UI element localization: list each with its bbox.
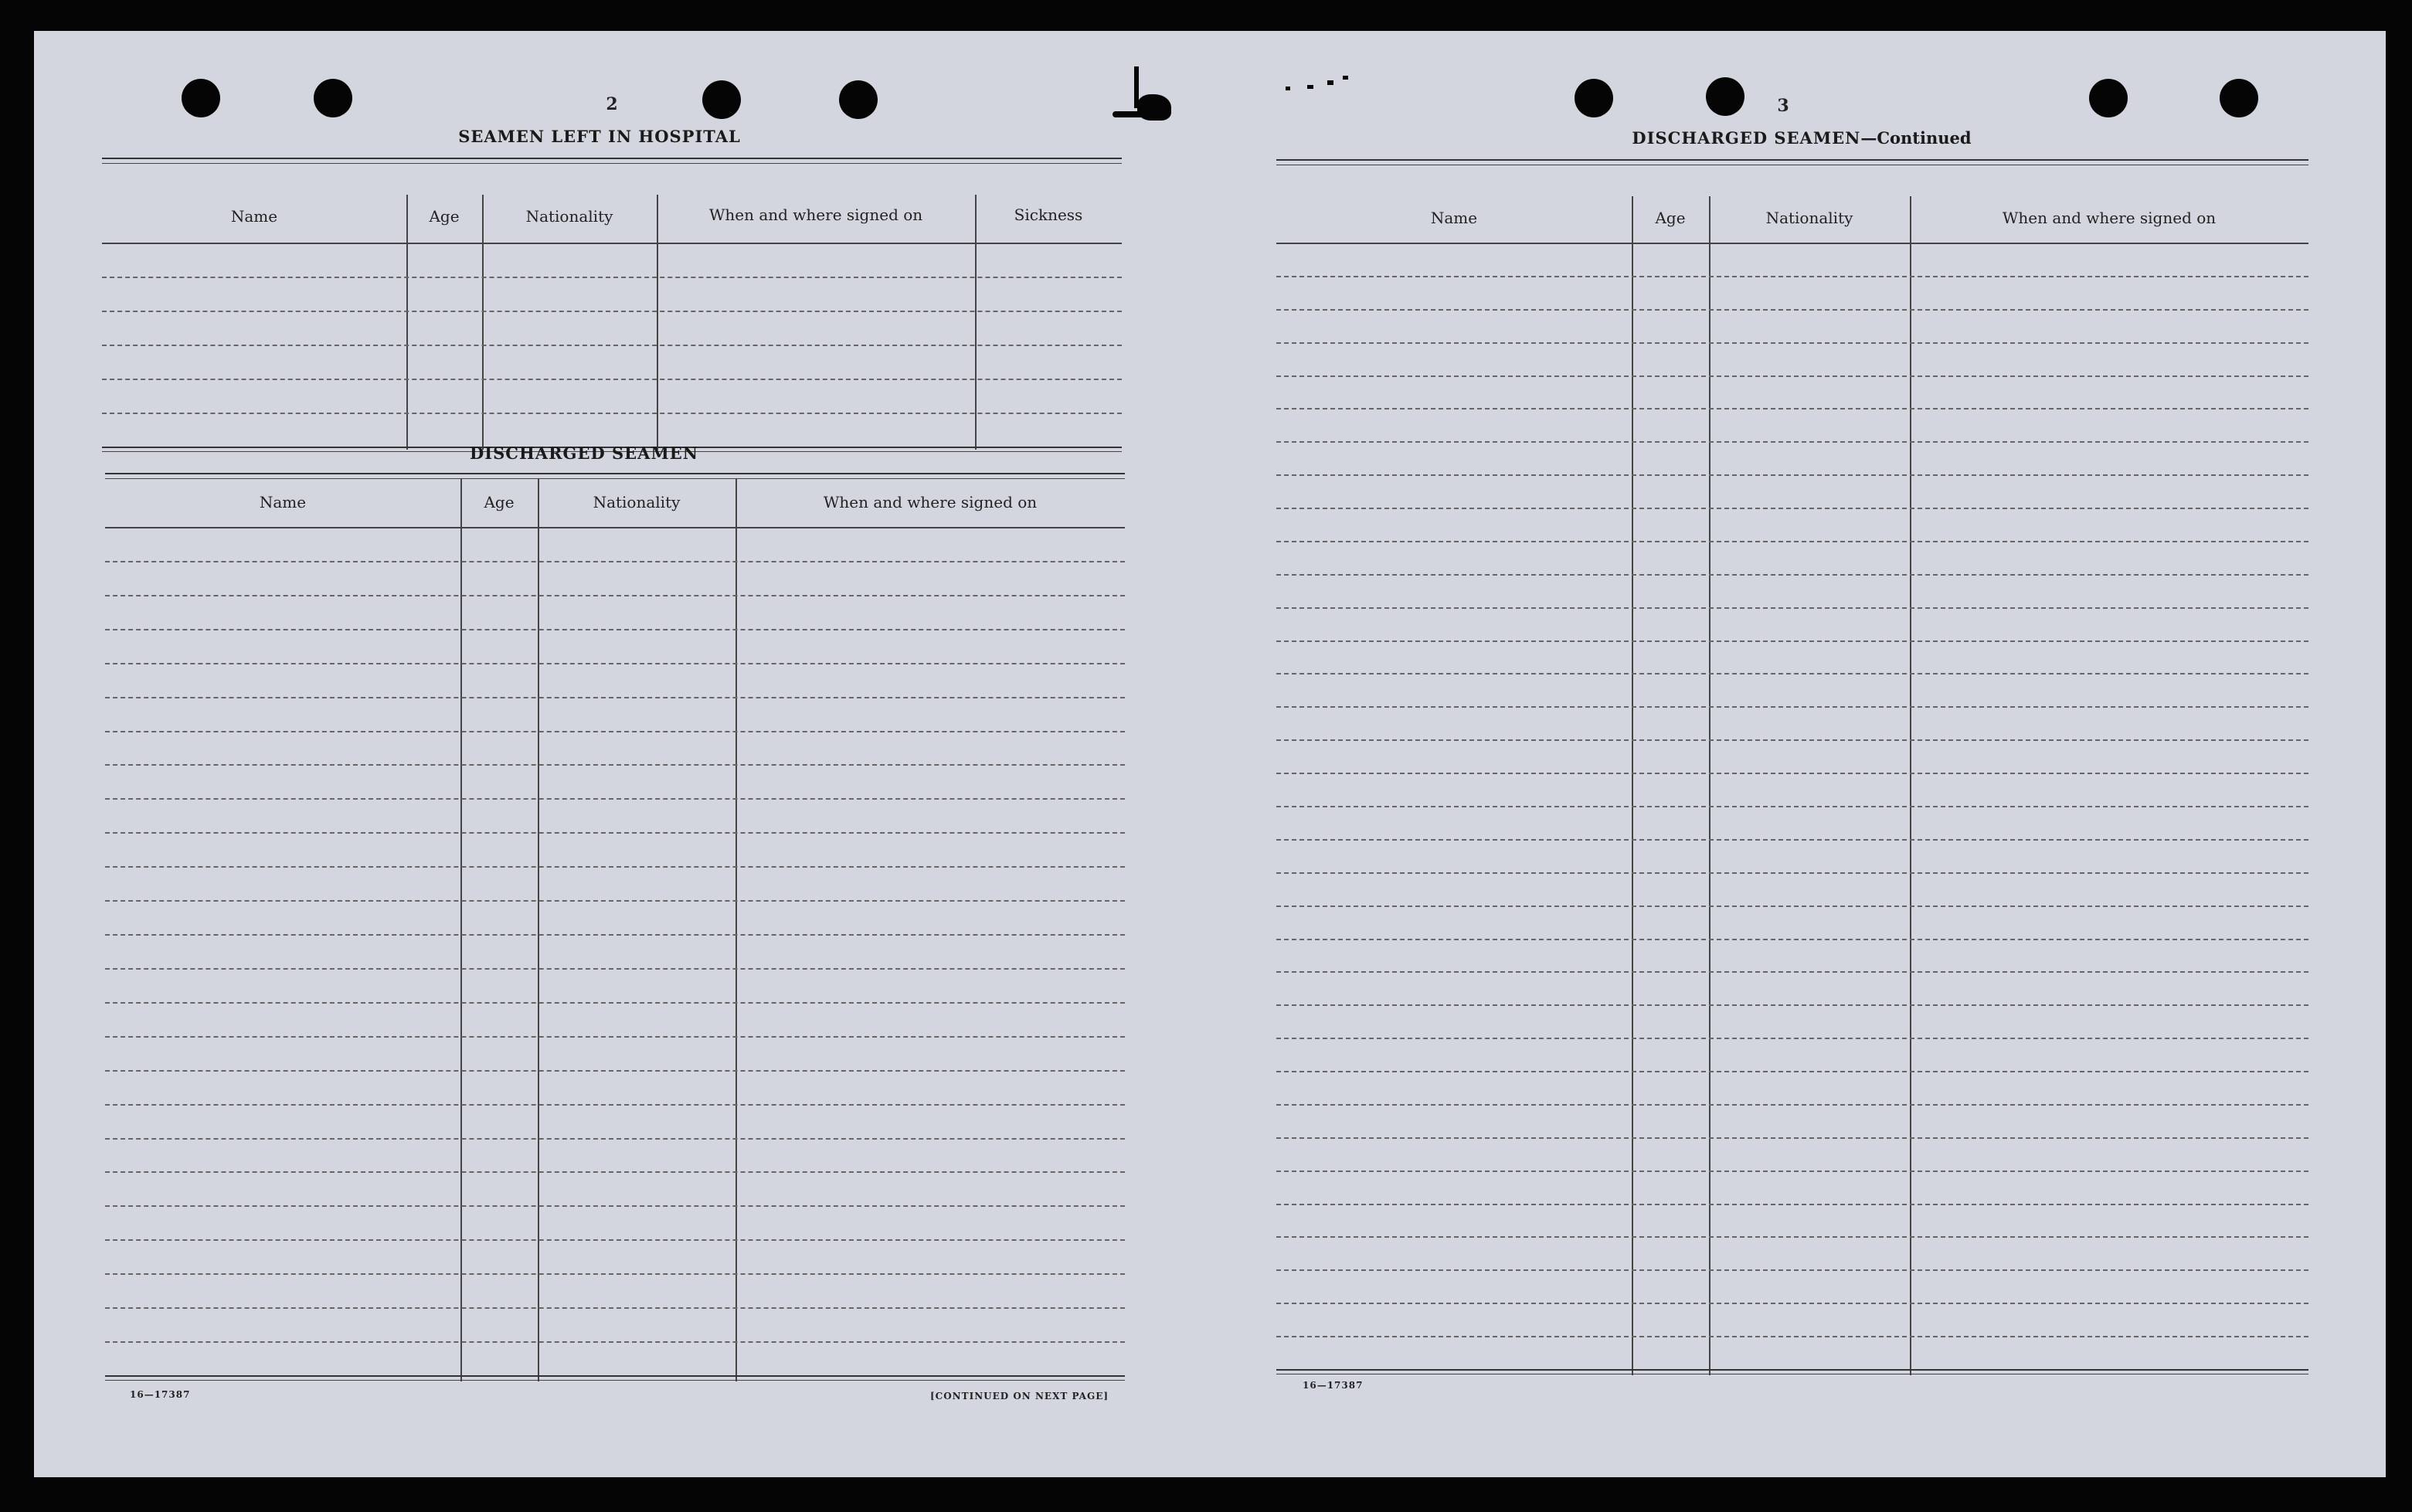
column-header-age: Age [484, 493, 515, 511]
table-row [105, 1307, 1125, 1309]
table-row [105, 1273, 1125, 1275]
table-row [105, 1002, 1125, 1004]
punch-hole [2220, 79, 2258, 117]
section-title-text: DISCHARGED SEAMEN [1632, 128, 1861, 148]
column-divider [1910, 196, 1911, 1375]
table-row [1276, 640, 2308, 642]
table-row [105, 934, 1125, 936]
table-row [105, 561, 1125, 562]
section-title-suffix: —Continued [1860, 128, 1972, 148]
header-rule [105, 527, 1125, 528]
table-row [105, 1104, 1125, 1106]
header-rule [102, 243, 1122, 244]
table-row [1276, 1137, 2308, 1139]
table-row [105, 1036, 1125, 1038]
table-row [105, 697, 1125, 698]
column-header-sickness: Sickness [1014, 206, 1083, 224]
column-header-when-where-signed-on: When and where signed on [823, 493, 1038, 511]
table-row [1276, 541, 2308, 542]
table-row [1276, 673, 2308, 674]
table-row [1276, 441, 2308, 443]
table-row [1276, 872, 2308, 874]
table-row [105, 1138, 1125, 1140]
table-row [1276, 342, 2308, 344]
page-number-left: 2 [606, 94, 618, 114]
column-header-nationality: Nationality [525, 207, 613, 226]
table-row [102, 413, 1122, 414]
table-row [1276, 1104, 2308, 1106]
column-divider [657, 195, 658, 450]
table-row [102, 277, 1122, 278]
column-header-nationality: Nationality [1765, 209, 1853, 227]
page-number-right: 3 [1777, 96, 1789, 116]
table-row [1276, 1204, 2308, 1205]
table-row [1276, 1038, 2308, 1039]
table-row [105, 731, 1125, 732]
column-divider [406, 195, 408, 450]
ink-blot [1113, 111, 1143, 117]
table-row [1276, 276, 2308, 277]
punch-hole [1706, 77, 1744, 116]
ink-speck [1343, 76, 1348, 80]
table-row [105, 832, 1125, 834]
table-row [105, 968, 1125, 970]
table-row [105, 1171, 1125, 1173]
punch-hole [1575, 79, 1613, 117]
column-header-nationality: Nationality [593, 493, 681, 511]
header-rule [1276, 243, 2308, 244]
table-row [105, 663, 1125, 664]
table-row [1276, 408, 2308, 409]
table-row [1276, 574, 2308, 576]
table-row [1276, 1269, 2308, 1271]
table-row [102, 379, 1122, 380]
table-row [102, 311, 1122, 312]
table-row [1276, 1336, 2308, 1337]
punch-hole [2089, 79, 2128, 117]
column-header-name: Name [230, 207, 278, 226]
table-row [1276, 773, 2308, 774]
form-number-right: 16—17387 [1303, 1380, 1364, 1391]
table-bottom-rule [1276, 1369, 2308, 1374]
table-row [105, 900, 1125, 902]
column-divider [1632, 196, 1633, 1375]
table-top-rule [1276, 159, 2308, 165]
table-row [1276, 839, 2308, 841]
table-row [1276, 1004, 2308, 1006]
punch-hole [839, 80, 878, 119]
table-row [105, 1341, 1125, 1343]
ink-speck [1307, 85, 1313, 89]
column-divider [1709, 196, 1710, 1375]
table-row [1276, 906, 2308, 907]
table-top-rule [102, 158, 1122, 164]
table-row [1276, 309, 2308, 311]
table-row [1276, 474, 2308, 476]
discharged-table [105, 473, 1125, 1388]
punch-hole [702, 80, 741, 119]
ink-speck [1286, 87, 1290, 90]
table-row [1276, 806, 2308, 807]
table-row [105, 595, 1125, 596]
table-row [1276, 1236, 2308, 1238]
column-header-when-where-signed-on: When and where signed on [708, 206, 923, 224]
table-top-rule [105, 473, 1125, 479]
column-header-when-where-signed-on: When and where signed on [2002, 209, 2217, 227]
continued-note: [CONTINUED ON NEXT PAGE] [930, 1391, 1109, 1402]
table-row [102, 345, 1122, 346]
table-row [1276, 739, 2308, 741]
table-row [105, 764, 1125, 766]
hospital-table [102, 158, 1122, 456]
table-row [1276, 375, 2308, 377]
column-header-age: Age [1655, 209, 1686, 227]
column-header-name: Name [1430, 209, 1478, 227]
table-row [105, 1070, 1125, 1072]
table-row [1276, 1071, 2308, 1072]
table-row [1276, 607, 2308, 609]
hospital-section-title: SEAMEN LEFT IN HOSPITAL [458, 127, 741, 146]
column-divider [460, 479, 462, 1381]
punch-hole [314, 79, 352, 117]
table-row [1276, 971, 2308, 973]
discharged-continued-section-title [1493, 128, 2111, 148]
table-row [1276, 939, 2308, 940]
discharged-continued-table [1276, 159, 2308, 1381]
table-bottom-rule [105, 1375, 1125, 1381]
table-row [1276, 508, 2308, 509]
table-row [105, 1205, 1125, 1207]
form-number-left: 16—17387 [130, 1389, 191, 1400]
column-divider [975, 195, 977, 450]
table-row [105, 798, 1125, 800]
table-row [1276, 1303, 2308, 1304]
column-divider [538, 479, 539, 1381]
table-row [1276, 706, 2308, 708]
column-header-name: Name [259, 493, 307, 511]
discharged-section-title: DISCHARGED SEAMEN [470, 443, 698, 463]
punch-hole [182, 79, 220, 117]
table-row [105, 866, 1125, 868]
ink-speck [1327, 80, 1333, 85]
table-row [105, 629, 1125, 630]
table-row [105, 1239, 1125, 1241]
table-row [1276, 1171, 2308, 1172]
column-divider [482, 195, 484, 450]
column-header-age: Age [429, 207, 460, 226]
column-divider [735, 479, 737, 1381]
document-sheet [34, 31, 2386, 1477]
